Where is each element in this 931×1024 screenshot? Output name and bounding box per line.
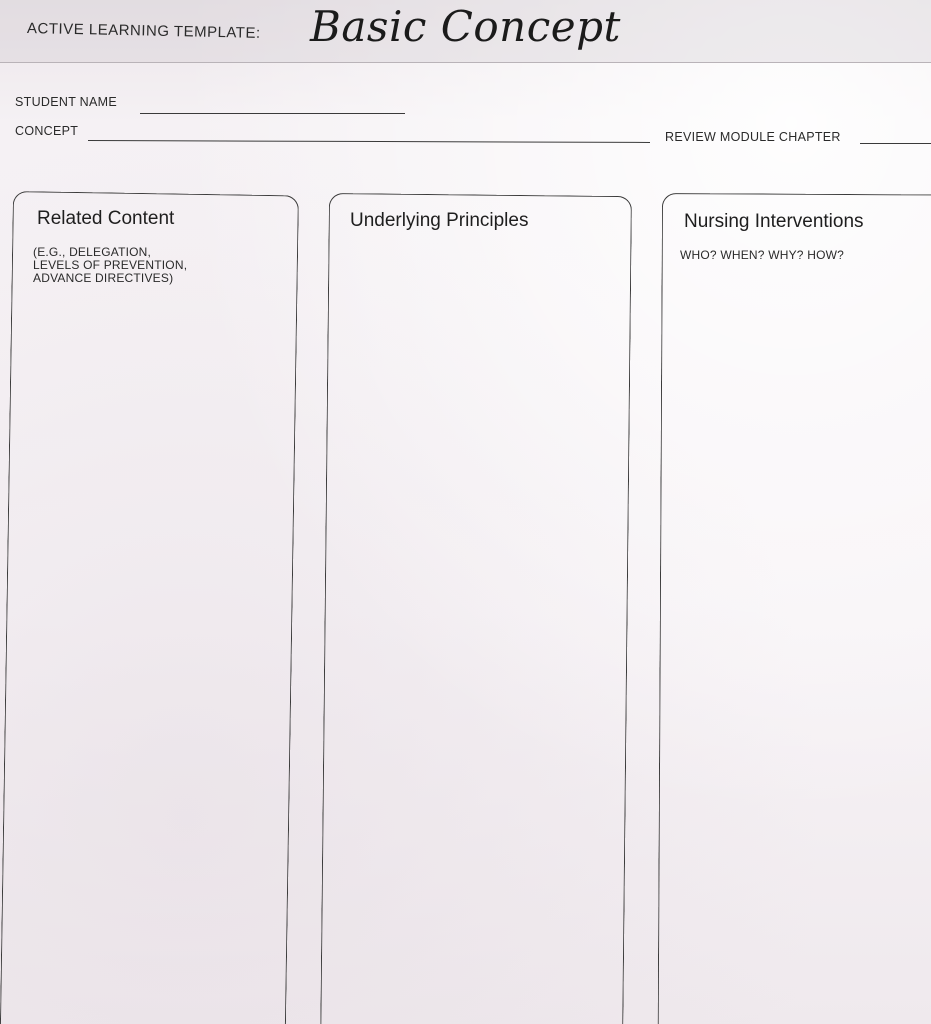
concept-label: CONCEPT: [15, 124, 79, 138]
underlying-principles-panel[interactable]: [320, 193, 632, 1024]
template-title: Basic Concept: [310, 2, 621, 51]
student-name-label: STUDENT NAME: [15, 95, 117, 109]
related-content-note: (E.G., DELEGATION, LEVELS OF PREVENTION, ADVANCE DIRECTIVES): [33, 245, 188, 285]
concept-line[interactable]: [88, 140, 650, 143]
nursing-interventions-panel[interactable]: [657, 193, 931, 1024]
related-content-panel[interactable]: [0, 191, 299, 1024]
review-module-line[interactable]: [860, 143, 931, 144]
underlying-principles-title: Underlying Principles: [350, 210, 529, 231]
nursing-interventions-title: Nursing Interventions: [684, 211, 864, 232]
nursing-interventions-note: WHO? WHEN? WHY? HOW?: [680, 248, 845, 262]
related-content-title: Related Content: [37, 208, 175, 229]
review-module-label: REVIEW MODULE CHAPTER: [665, 130, 841, 144]
template-label: ACTIVE LEARNING TEMPLATE:: [26, 20, 261, 42]
student-name-line[interactable]: [140, 113, 405, 114]
